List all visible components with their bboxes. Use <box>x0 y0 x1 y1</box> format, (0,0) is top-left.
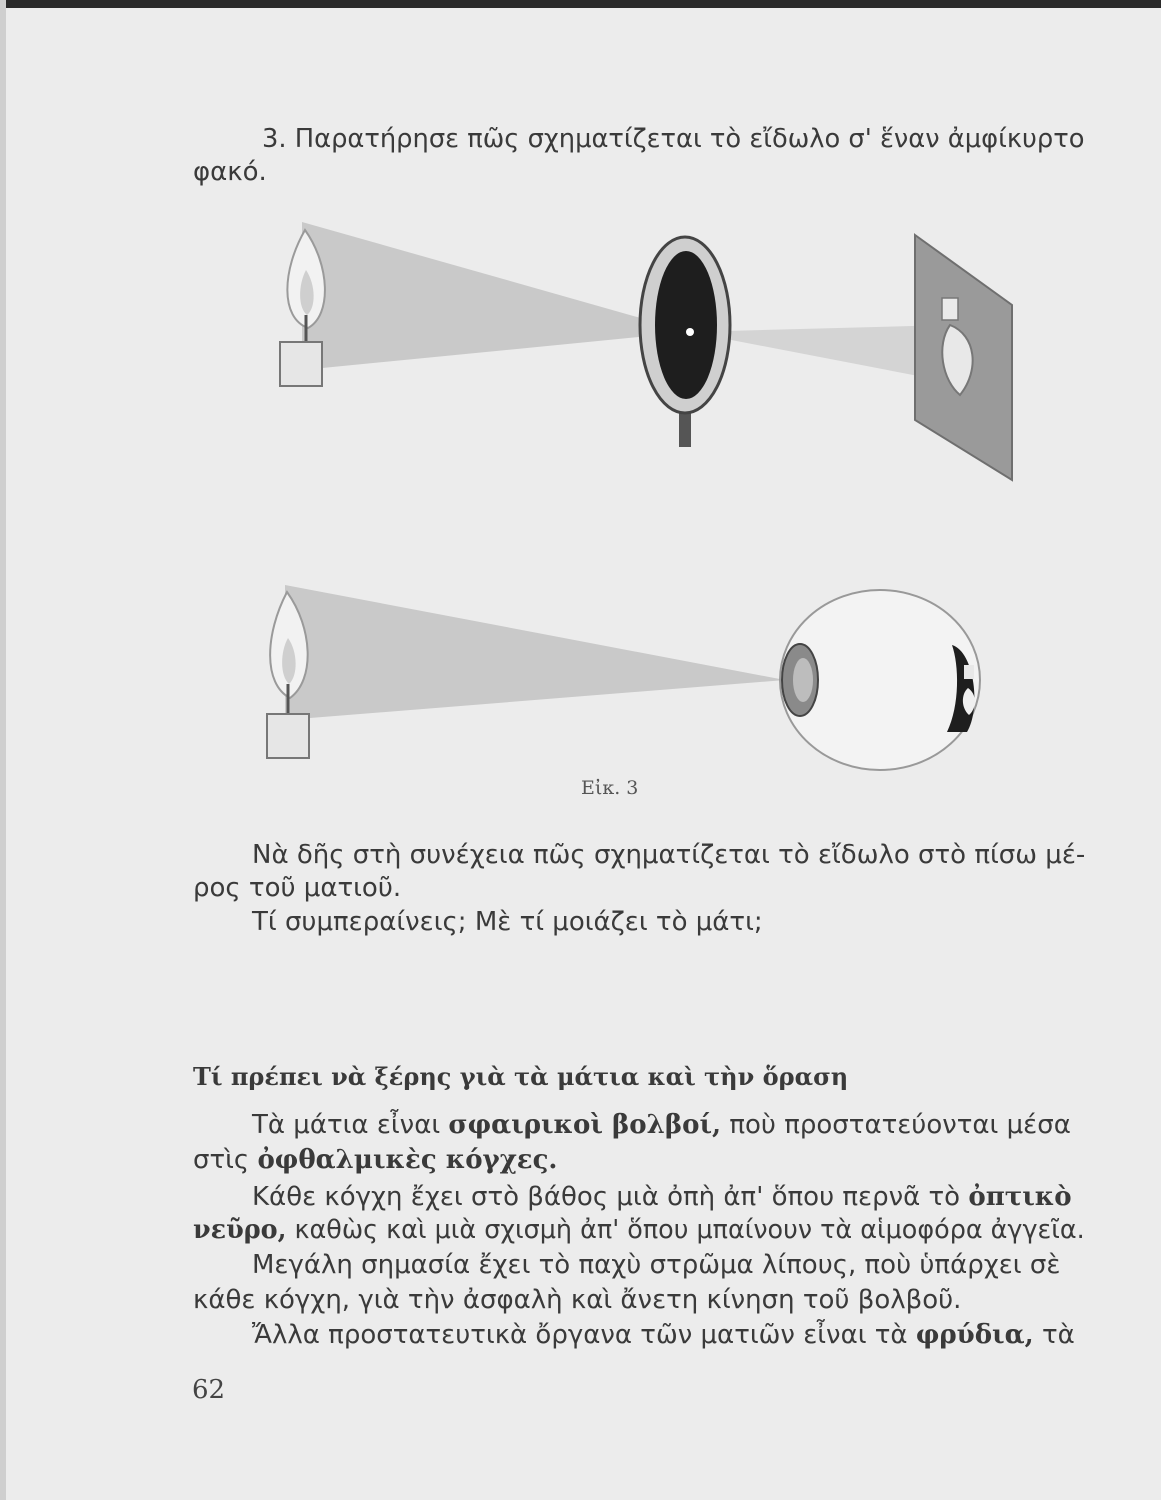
candle-body <box>280 342 322 386</box>
followup-line-2: ρος τοῦ ματιοῦ. <box>193 873 402 903</box>
light-cone-to-eye <box>285 585 785 720</box>
text: στὶς <box>193 1145 258 1175</box>
figure-caption: Εἰκ. 3 <box>581 777 639 799</box>
lens-figure <box>260 220 1060 500</box>
text: τὰ <box>1033 1320 1075 1350</box>
eye-figure <box>255 580 1015 780</box>
paragraph-2-line-2 <box>193 1215 1085 1245</box>
scan-top-border <box>0 0 1161 8</box>
bold-term: φρύδια, <box>915 1320 1034 1350</box>
retina-inverted-candle <box>964 665 974 679</box>
followup-line-1: Νὰ δῆς στὴ συνέχεια πῶς σχηματίζεται τὸ εἴδωλο στὸ πίσω μέ- <box>252 840 1086 870</box>
section-heading: Τί πρέπει νὰ ξέρης γιὰ τὰ μάτια καὶ τὴν ὅραση <box>193 1062 849 1091</box>
paragraph-3-line-2: κάθε κόγχη, γιὰ τὴν ἀσφαλὴ καὶ ἄνετη κίνηση τοῦ βολβοῦ. <box>193 1285 962 1315</box>
text: καθὼς καὶ μιὰ σχισμὴ ἀπ' ὅπου μπαίνουν τὰ αἱμοφόρα ἀγγεῖα. <box>286 1215 1085 1245</box>
bold-term: ὀφθαλμικὲς κόγχες. <box>257 1145 558 1175</box>
paragraph-3-line-1: Μεγάλη σημασία ἔχει τὸ παχὺ στρῶμα λίπους, ποὺ ὑπάρχει σὲ <box>252 1250 1061 1280</box>
paragraph-4-line-1 <box>252 1320 1075 1350</box>
light-cone-to-lens <box>302 222 690 370</box>
exercise-line-2: φακό. <box>193 157 267 187</box>
bold-term: σφαιρικοὶ βολβοί, <box>448 1110 722 1140</box>
text: Ἄλλα προστατευτικὰ ὄργανα τῶν ματιῶν εἶναι τὰ <box>252 1320 916 1350</box>
paragraph-1-line-2 <box>193 1145 557 1175</box>
bold-term: νεῦρο, <box>193 1215 287 1245</box>
paragraph-1-line-1 <box>252 1110 1071 1140</box>
candle-body <box>267 714 309 758</box>
followup-line-3: Τί συμπεραίνεις; Μὲ τί μοιάζει τὸ μάτι; <box>252 907 763 937</box>
text: ποὺ προστατεύονται μέσα <box>721 1110 1071 1140</box>
bold-term: ὀπτικὸ <box>968 1182 1072 1212</box>
inverted-candle-image <box>942 298 958 320</box>
lens-glass <box>655 251 717 399</box>
page-number: 62 <box>192 1375 226 1405</box>
scan-left-edge <box>0 0 6 1500</box>
eye-lens <box>793 658 813 702</box>
text: Τὰ μάτια εἶναι <box>252 1110 449 1140</box>
focal-point <box>686 328 694 336</box>
exercise-line-1: 3. Παρατήρησε πῶς σχηματίζεται τὸ εἴδωλο σ' ἕναν ἀμφίκυρτο <box>262 124 1085 154</box>
text: Κάθε κόγχη ἔχει στὸ βάθος μιὰ ὀπὴ ἀπ' ὅπου περνᾶ τὸ <box>252 1182 969 1212</box>
paragraph-2-line-1 <box>252 1182 1072 1212</box>
